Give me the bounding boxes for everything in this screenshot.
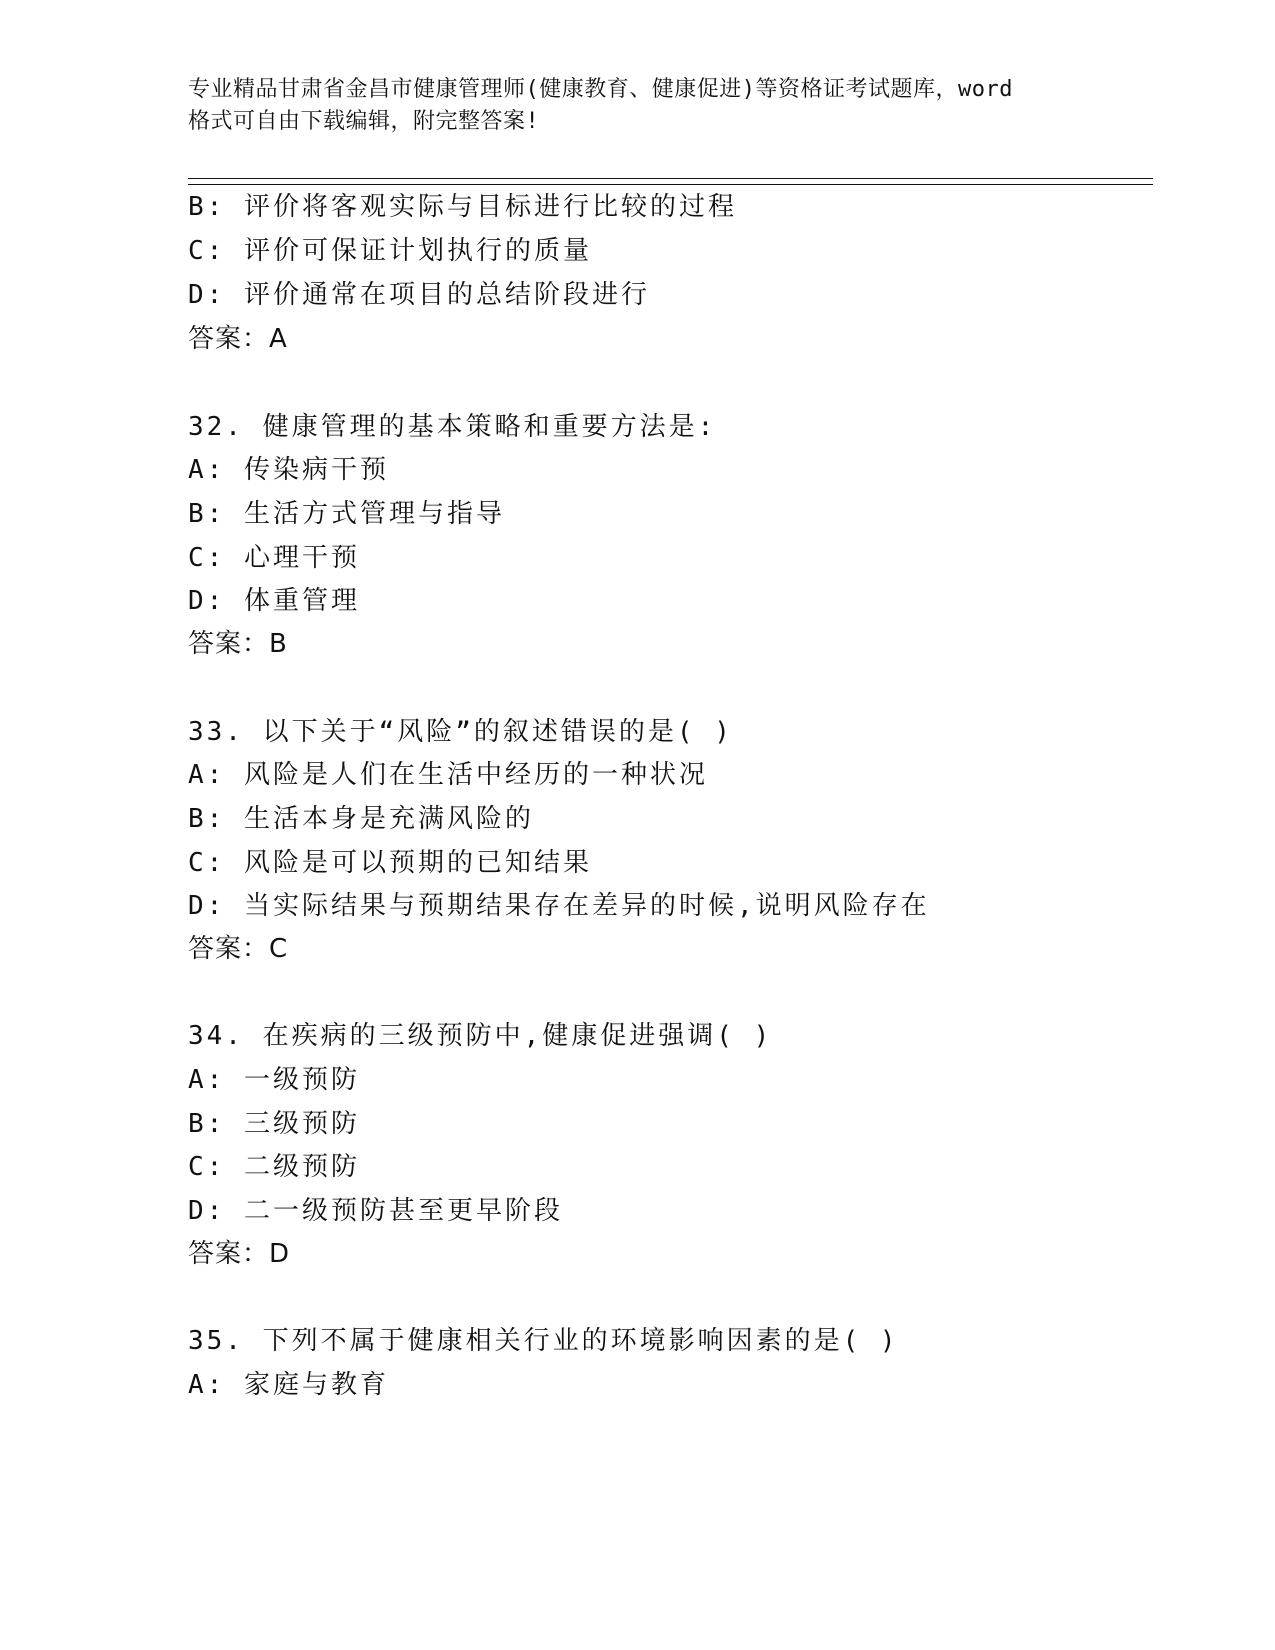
q33-option-c: C: 风险是可以预期的已知结果 <box>188 848 592 878</box>
q33-option-d: D: 当实际结果与预期结果存在差异的时候,说明风险存在 <box>188 891 930 921</box>
q31-option-b: B: 评价将客观实际与目标进行比较的过程 <box>188 192 737 222</box>
q32-option-d: D: 体重管理 <box>188 586 360 616</box>
q34-option-c: C: 二级预防 <box>188 1152 360 1182</box>
header-line-2: 格式可自由下载编辑，附完整答案! <box>188 109 540 134</box>
q32-option-a: A: 传染病干预 <box>188 455 389 485</box>
q35-option-a: A: 家庭与教育 <box>188 1370 389 1400</box>
q31-option-c: C: 评价可保证计划执行的质量 <box>188 236 592 266</box>
q32-answer <box>188 627 288 661</box>
answer-value: C <box>269 934 289 964</box>
answer-value: D <box>269 1239 291 1269</box>
q34-option-d: D: 二一级预防甚至更早阶段 <box>188 1196 563 1226</box>
q35-question: 35. 下列不属于健康相关行业的环境影响因素的是( ) <box>188 1326 899 1356</box>
q32-question: 32. 健康管理的基本策略和重要方法是: <box>188 412 717 442</box>
answer-label: 答案： <box>188 1239 270 1269</box>
header-divider-top <box>188 178 1153 179</box>
q32-option-c: C: 心理干预 <box>188 543 360 573</box>
answer-value: B <box>269 629 288 659</box>
q31-answer <box>188 322 288 356</box>
q34-question: 34. 在疾病的三级预防中,健康促进强调( ) <box>188 1021 773 1051</box>
answer-label: 答案： <box>188 324 270 354</box>
answer-label: 答案： <box>188 934 270 964</box>
q33-option-b: B: 生活本身是充满风险的 <box>188 804 534 834</box>
header-divider-bottom <box>188 184 1153 185</box>
header-line-1: 专业精品甘肃省金昌市健康管理师(健康教育、健康促进)等资格证考试题库，word <box>188 77 1013 102</box>
q34-answer <box>188 1237 290 1271</box>
q33-option-a: A: 风险是人们在生活中经历的一种状况 <box>188 760 708 790</box>
document-header <box>188 74 1088 138</box>
q33-answer <box>188 932 288 966</box>
q31-option-d: D: 评价通常在项目的总结阶段进行 <box>188 280 650 310</box>
answer-value: A <box>269 324 288 354</box>
q34-option-b: B: 三级预防 <box>188 1109 360 1139</box>
q34-option-a: A: 一级预防 <box>188 1065 360 1095</box>
answer-label: 答案： <box>188 629 270 659</box>
q33-question: 33. 以下关于“风险”的叙述错误的是( ) <box>188 717 733 747</box>
q32-option-b: B: 生活方式管理与指导 <box>188 499 505 529</box>
